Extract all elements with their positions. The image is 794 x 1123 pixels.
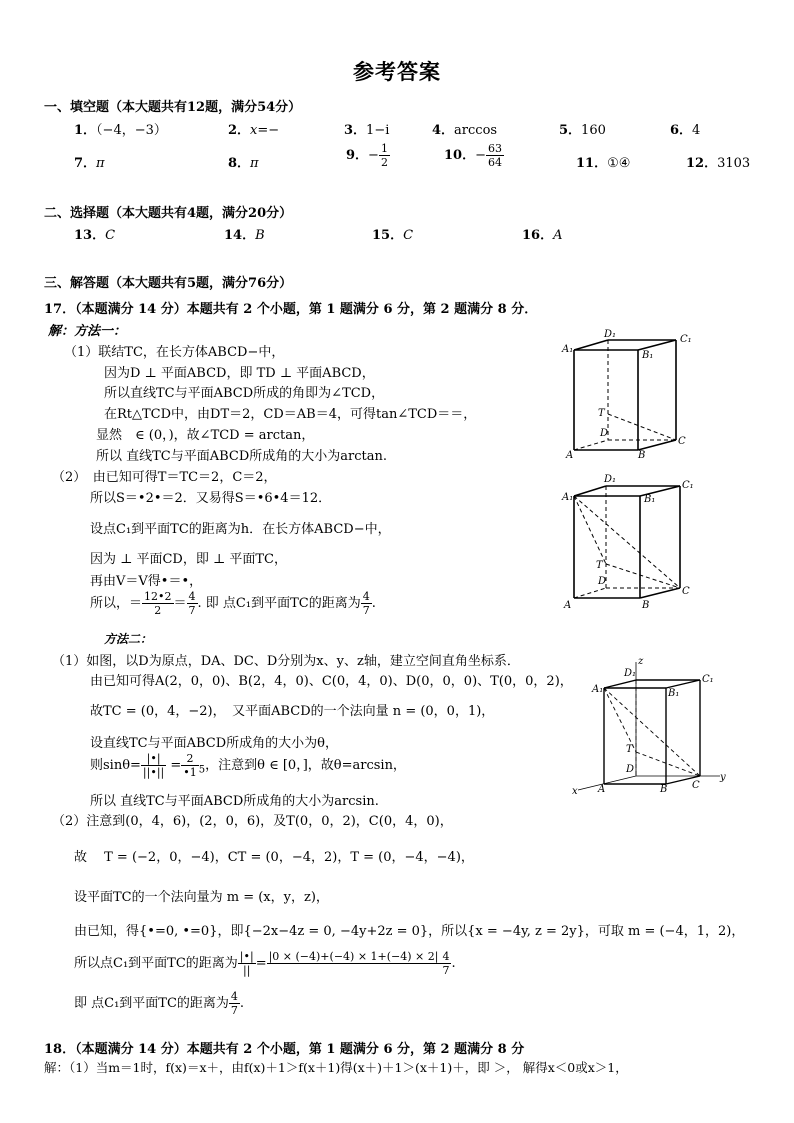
m1-result: 所以，＝ $\frac{12•2}{2}$ ＝ $\frac{4}{7}$ . 即 点C₁到平面TC的距离为 $\frac{4}{7}$ . xyxy=(90,590,376,617)
answer-3: 3．1−i xyxy=(344,123,390,138)
m2-end: 即 点C₁到平面TC的距离为 $\frac{4}{7}$ . xyxy=(74,990,245,1017)
fig1-label: B xyxy=(638,450,646,461)
section3-header: 三、解答题（本大题共有5题，满分76分） xyxy=(44,276,293,291)
m2-sin: 则sinθ= $\frac{|•|}{||•||}$ = $\frac{2}{•1}$ $_5$，注意到θ ∈ [0，]，故θ=arcsin， xyxy=(90,752,406,779)
fig1-label: C xyxy=(678,436,686,447)
m1-line: 因为 ⊥ 平面CD，即 ⊥ 平面TC， xyxy=(90,552,287,567)
m1-line: 所以 直线TC与平面ABCD所成角的大小为arctan. xyxy=(96,449,388,464)
answer-8: 8．π xyxy=(228,156,259,171)
fig1-label: A₁ xyxy=(562,344,574,355)
q18-line: 解：（1）当m＝1时，f(x)＝x＋，由f(x)＋1＞f(x＋1)得(x＋)＋1＞(x＋1)＋，即 ＞， 解得x＜0或x＞1， xyxy=(44,1060,628,1075)
fig3-label: B xyxy=(660,784,668,795)
fig2-label: B xyxy=(642,600,650,611)
answer-9: 9．− $\frac{1}{2}$ xyxy=(346,142,388,169)
answer-5: 5．160 xyxy=(559,123,606,138)
cuboid-figure-3 xyxy=(568,656,732,796)
fig3-label: B₁ xyxy=(668,688,680,699)
fig3-label: y xyxy=(720,772,726,783)
fig3-label: D xyxy=(626,764,635,775)
fig3-label: C₁ xyxy=(702,674,714,685)
m1-line: 所以S＝•2•＝2．又易得S＝•6•4＝12． xyxy=(90,491,332,506)
fig3-label: A₁ xyxy=(592,684,604,695)
method2-label: 方法二： xyxy=(104,632,153,646)
fig2-label: D xyxy=(598,576,607,587)
m2-line: 所以 直线TC与平面ABCD所成角的大小为arcsin. xyxy=(90,794,379,809)
m2-line: 设直线TC与平面ABCD所成角的大小为θ， xyxy=(90,736,338,751)
m1-line: 在Rt△TCD中，由DT＝2，CD＝AB＝4，可得tan∠TCD＝＝， xyxy=(104,407,477,422)
fig2-label: C xyxy=(682,586,690,597)
fig1-label: A xyxy=(566,450,574,461)
m1-line: 因为D ⊥ 平面ABCD，即 TD ⊥ 平面ABCD， xyxy=(104,366,375,381)
fig2-label: B₁ xyxy=(644,494,656,505)
fig3-label: T xyxy=(626,744,633,755)
answer-14: 14．B xyxy=(224,228,265,243)
fig2-label: D₁ xyxy=(604,474,617,485)
m2-distance: 所以点C₁到平面TC的距离为 $\frac{|•|}{||}$ = |0 × (−4)+(−4) × 1+(−4) × 2| $\frac{4}{7}$ . xyxy=(74,950,456,977)
fig3-label: z xyxy=(638,656,644,667)
m2-line: （2）注意到(0，4，6)，(2，0，6)，及T(0，0，2)，C(0，4，0)， xyxy=(52,814,453,829)
m1-line: 设点C₁到平面TC的距离为h．在长方体ABCD−中， xyxy=(90,522,391,537)
answer-1: 1．（−4，−3） xyxy=(74,123,167,138)
m1-line: 显然 ∈ (0，)，故∠TCD = arctan， xyxy=(96,428,315,443)
q18-header: 18．（本题满分 14 分）本题共有 2 个小题，第 1 题满分 6 分，第 2 题满分 8 分 xyxy=(44,1042,525,1057)
fig2-label: C₁ xyxy=(682,480,694,491)
answer-7: 7．π xyxy=(74,156,105,171)
m2-line: 由已知可得A(2，0，0)、B(2，4，0)、C(0，4，0)、D(0，0，0)、T(0，0，2)， xyxy=(90,674,573,689)
answer-12: 12．3103 xyxy=(686,156,751,171)
fig3-label: A xyxy=(598,784,606,795)
fig3-label: D₁ xyxy=(624,668,637,679)
fig1-label: T xyxy=(598,408,605,419)
answer-11: 11．①④ xyxy=(576,156,631,171)
answer-6: 6．4 xyxy=(670,123,701,138)
answer-16: 16．A xyxy=(522,228,563,243)
fig3-label: x xyxy=(572,786,578,797)
m2-line: 由已知，得{•=0, •=0}，即{−2x−4z = 0, −4y+2z = 0}，所以{x = −4y, z = 2y}，可取 m = (−4，1，2)， xyxy=(74,924,745,939)
m2-line: 设平面TC的一个法向量为 m = (x，y，z)， xyxy=(74,890,329,905)
answer-10: 10．− $\frac{63}{64}$ xyxy=(444,142,502,169)
cuboid-figure-1 xyxy=(560,328,700,460)
fig1-label: C₁ xyxy=(680,334,692,345)
section2-header: 二、选择题（本大题共有4题，满分20分） xyxy=(44,206,293,221)
q17-header: 17．（本题满分 14 分）本题共有 2 个小题，第 1 题满分 6 分，第 2 题满分 8 分． xyxy=(44,302,538,317)
fig1-label: D₁ xyxy=(604,329,617,340)
answer-15: 15．C xyxy=(372,228,414,243)
m1-line: （1）联结TC，在长方体ABCD−中， xyxy=(64,345,285,360)
answer-4: 4．arccos xyxy=(432,123,498,138)
method1-label: 解：方法一： xyxy=(48,324,127,339)
fig1-label: B₁ xyxy=(642,350,654,361)
m1-line: （2） 由已知可得T＝TC＝2，C＝2， xyxy=(52,470,277,485)
section1-header: 一、填空题（本大题共有12题，满分54分） xyxy=(44,100,302,115)
fig3-label: C xyxy=(692,780,700,791)
page-title: 参考答案 xyxy=(353,59,441,84)
answer-2: 2．x=− xyxy=(228,123,280,138)
fig2-label: A₁ xyxy=(562,492,574,503)
m1-line: 所以直线TC与平面ABCD所成的角即为∠TCD， xyxy=(104,386,385,401)
fig2-label: T xyxy=(596,560,603,571)
m2-line: 故 T = (−2，0，−4)，CT = (0，−4，2)，T = (0，−4，−4)， xyxy=(74,850,474,865)
m1-line: 再由V＝V得•＝•， xyxy=(90,574,203,589)
fig1-label: D xyxy=(600,428,609,439)
cuboid-figure-2 xyxy=(560,472,700,612)
answer-13: 13．C xyxy=(74,228,116,243)
m2-line: 故TC = (0，4，−2)， 又平面ABCD的一个法向量 n = (0，0，1)， xyxy=(90,704,495,719)
fig2-label: A xyxy=(564,600,572,611)
m2-line: （1）如图，以D为原点，DA、DC、D分别为x、y、z轴，建立空间直角坐标系． xyxy=(52,654,520,669)
